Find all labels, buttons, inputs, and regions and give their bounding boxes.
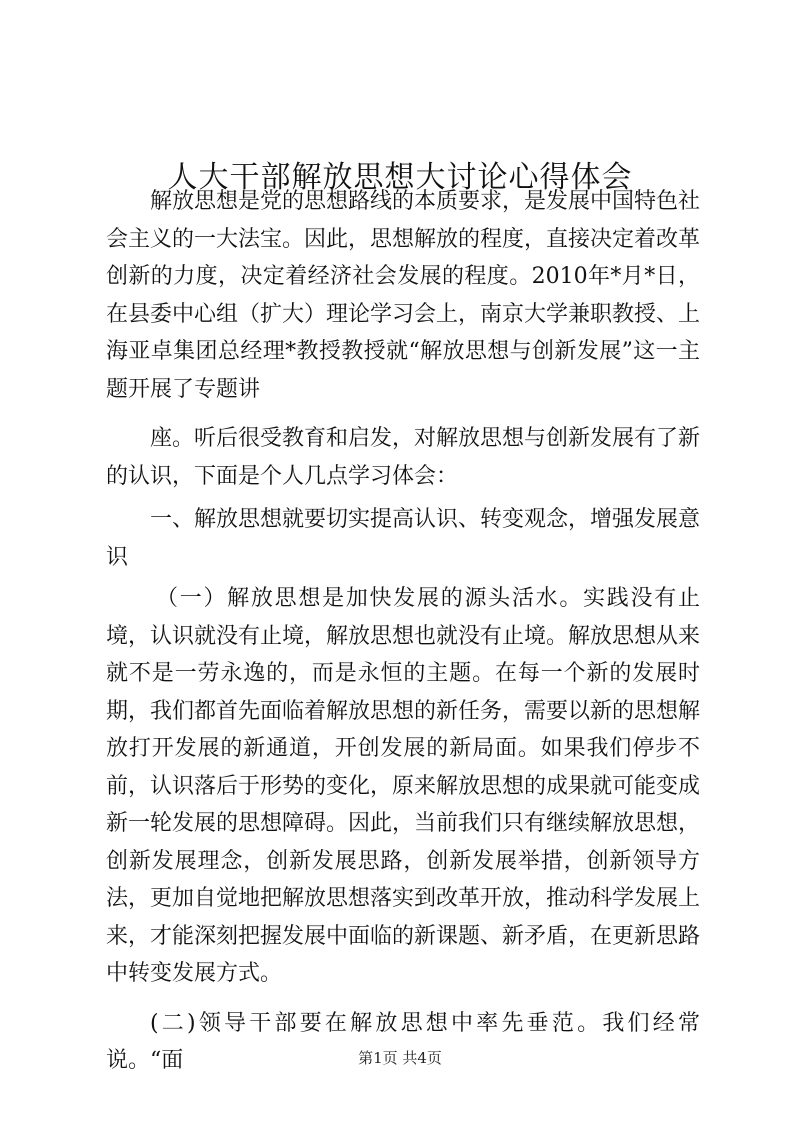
paragraph-intro: 解放思想是党的思想路线的本质要求，是发展中国特色社会主义的一大法宝。因此，思想解放的程度，直接决定着改革创新的力度，决定着经济社会发展的程度。2010年*月*日，在县委中心组（扩大）理论学习会上，南京大学兼职教授、上海亚卓集团总经理*教授教授就“解放思想与创新发展”这一主题开展了专题讲 xyxy=(106,189,701,402)
document-body xyxy=(106,183,700,1080)
paragraph-subsection-one: （一）解放思想是加快发展的源头活水。实践没有止境，认识就没有止境，解放思想也就没有止境。解放思想从来就不是一劳永逸的，而是永恒的主题。在每一个新的发展时期，我们都首先面临着解放思想的新任务，需要以新的思想解放打开发展的新通道，开创发展的新局面。如果我们停步不前，认识落后于形势的变化，原来解放思想的成果就可能变成新一轮发展的思想障碍。因此，当前我们只有继续解放思想，创新发展理念，创新发展思路，创新发展举措，创新领导方法，更加自觉地把解放思想落实到改革开放，推动科学发展上来，才能深刻把握发展中面临的新课题、新矛盾，在更新思路中转变发展方式。 xyxy=(106,586,701,986)
paragraph-subsection-two: (二)领导干部要在解放思想中率先垂范。我们经常说。“面 xyxy=(106,1010,700,1073)
page-footer: 第1页 共4页 xyxy=(358,1049,442,1067)
section-heading-one: 一、解放思想就要切实提高认识、转变观念，增强发展意识 xyxy=(106,507,701,570)
paragraph-lecture-impression: 座。听后很受教育和启发，对解放思想与创新发展有了新的认识，下面是个人几点学习体会： xyxy=(106,426,701,489)
document-title: 人大干部解放思想大讨论心得体会 xyxy=(167,160,633,196)
